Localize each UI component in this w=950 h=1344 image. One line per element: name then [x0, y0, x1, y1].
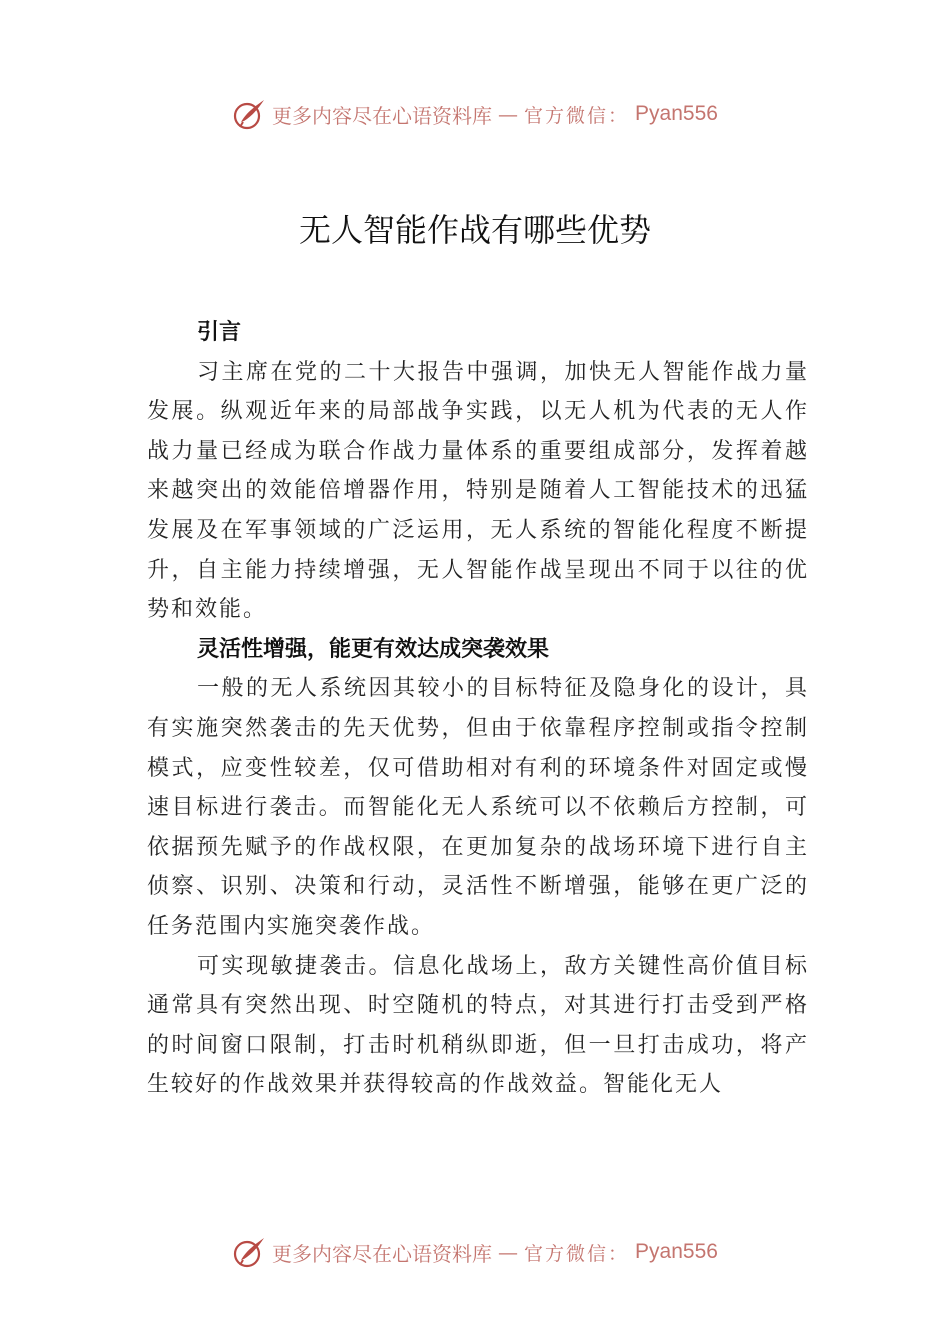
banner-wechat-label: 官方微信：	[524, 1242, 630, 1265]
banner-separator: —	[498, 1240, 519, 1264]
banner-wechat-label: 官方微信：	[524, 104, 630, 127]
document-body	[147, 313, 809, 1105]
quill-logo-icon	[232, 97, 266, 131]
page-footer	[0, 1232, 950, 1272]
document-title: 无人智能作战有哪些优势	[298, 211, 651, 249]
footer-banner	[232, 1235, 718, 1269]
paragraph-agile-strike: 可实现敏捷袭击。信息化战场上，敌方关键性高价值目标通常具有突然出现、时空随机的特点，对其进行打击受到严格的时间窗口限制，打击时机稍纵即逝，但一旦打击成功，将产生较好的作战效果并获得较高的作战效益。智能化无人	[147, 953, 809, 1098]
banner-wechat-id: Pyan556	[635, 102, 718, 125]
banner-main-text: 更多内容尽在心语资料库	[272, 103, 493, 128]
section-heading-intro: 引言	[197, 320, 242, 345]
quill-logo-icon	[232, 1235, 266, 1269]
paragraph-flexibility: 一般的无人系统因其较小的目标特征及隐身化的设计，具有实施突然袭击的先天优势，但由于依靠程序控制或指令控制模式，应变性较差，仅可借助相对有利的环境条件对固定或慢速目标进行袭击。而智能化无人系统可以不依赖后方控制，可依据预先赋予的作战权限，在更加复杂的战场环境下进行自主侦察、识别、决策和行动，灵活性不断增强，能够在更广泛的任务范围内实施突袭作战。	[147, 676, 809, 939]
banner-separator: —	[498, 102, 519, 126]
banner-wechat-id: Pyan556	[635, 1240, 718, 1263]
section-heading-flexibility: 灵活性增强，能更有效达成突袭效果	[197, 636, 550, 662]
page-header	[0, 94, 950, 134]
banner-main-text: 更多内容尽在心语资料库	[272, 1241, 493, 1266]
header-banner	[232, 97, 718, 131]
paragraph-intro: 习主席在党的二十大报告中强调，加快无人智能作战力量发展。纵观近年来的局部战争实践，以无人机为代表的无人作战力量已经成为联合作战力量体系的重要组成部分，发挥着越来越突出的效能倍增器作用，特别是随着人工智能技术的迅猛发展及在军事领域的广泛运用，无人系统的智能化程度不断提升，自主能力持续增强，无人智能作战呈现出不同于以往的优势和效能。	[147, 359, 809, 623]
